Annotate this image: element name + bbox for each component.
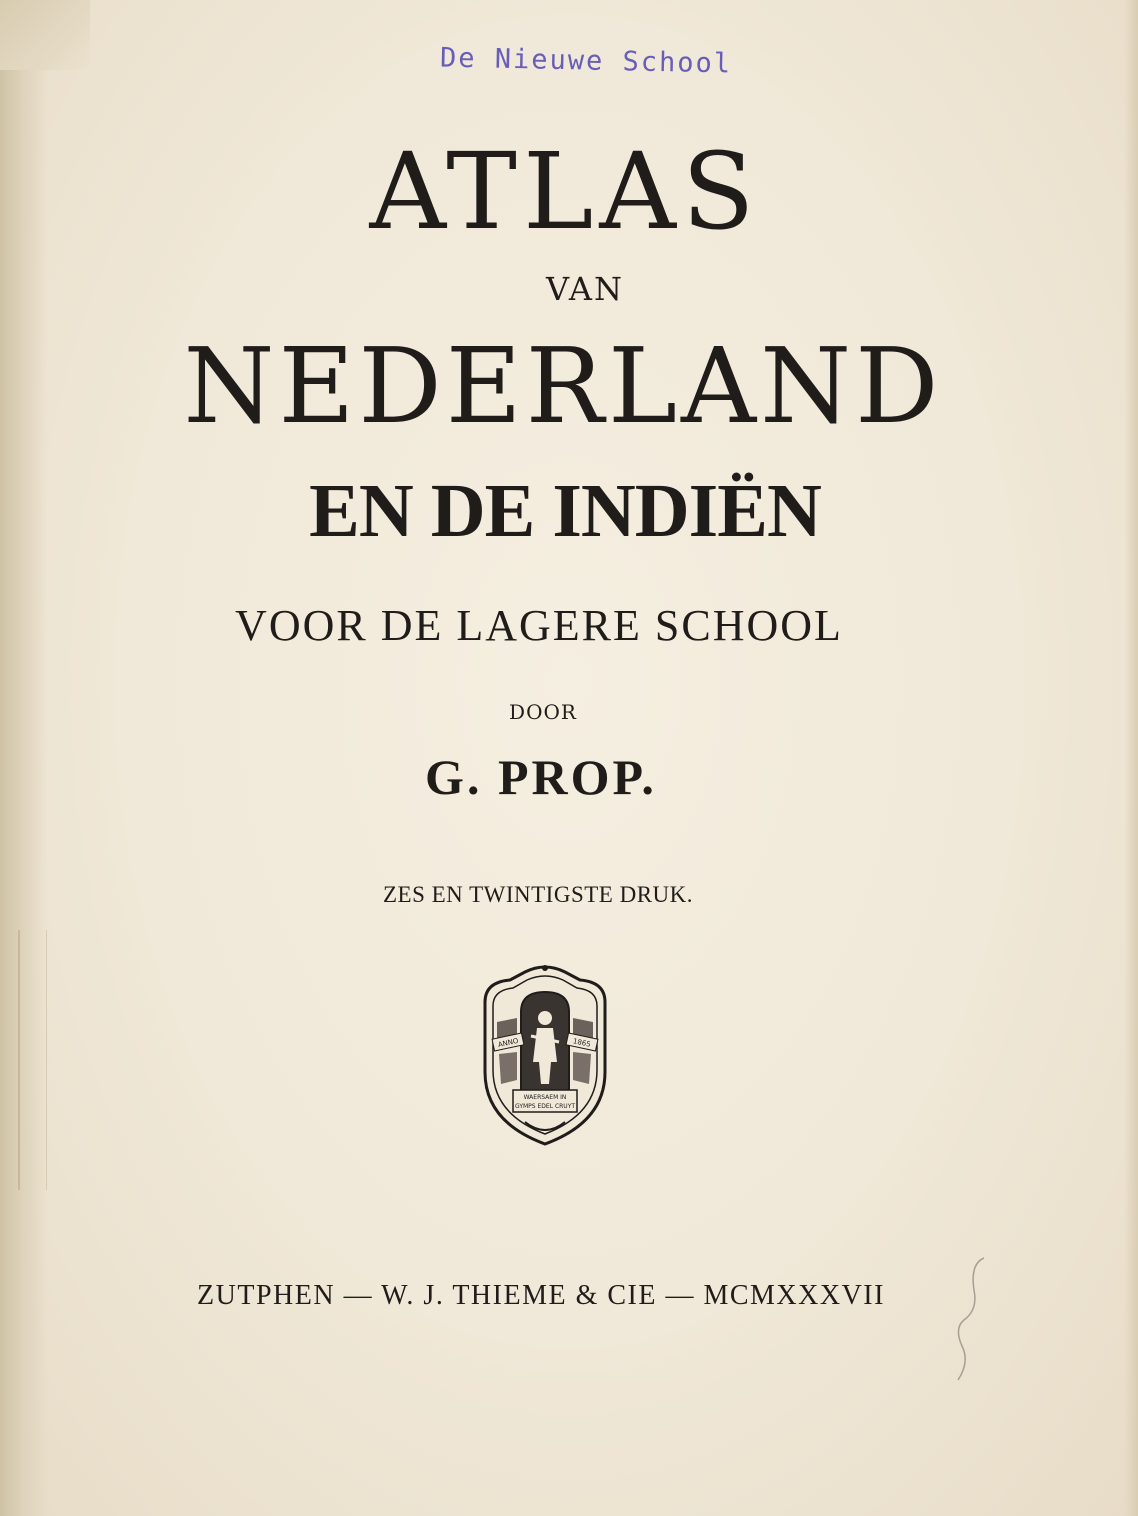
title-atlas: ATLAS [369, 130, 761, 253]
title-nederland: NEDERLAND [183, 325, 943, 447]
title-en-de-indien: EN DE INDIËN [309, 469, 821, 553]
publisher-emblem-icon [465, 962, 625, 1148]
subtitle: VOOR DE LAGERE SCHOOL [235, 601, 843, 650]
emblem-motto-line1: WAERSAEM IN [523, 1094, 567, 1101]
emblem-motto-line2: GYMPS EDEL CRUYT [514, 1103, 576, 1110]
owner-stamp: De Nieuwe School [439, 42, 733, 80]
edition-note: ZES EN TWINTIGSTE DRUK. [382, 882, 694, 907]
pencil-scribble [940, 1250, 1000, 1390]
corner-fold [0, 0, 90, 70]
spine-tear [18, 930, 47, 1190]
emblem-left-label: ANNO [497, 1036, 520, 1050]
emblem-right-label: 1865 [572, 1037, 592, 1049]
author-name: G. PROP. [425, 749, 657, 805]
publisher-imprint: ZUTPHEN — W. J. THIEME & CIE — MCMXXXVII [197, 1280, 885, 1311]
byline-door: DOOR [509, 700, 577, 724]
title-van: VAN [545, 270, 625, 308]
